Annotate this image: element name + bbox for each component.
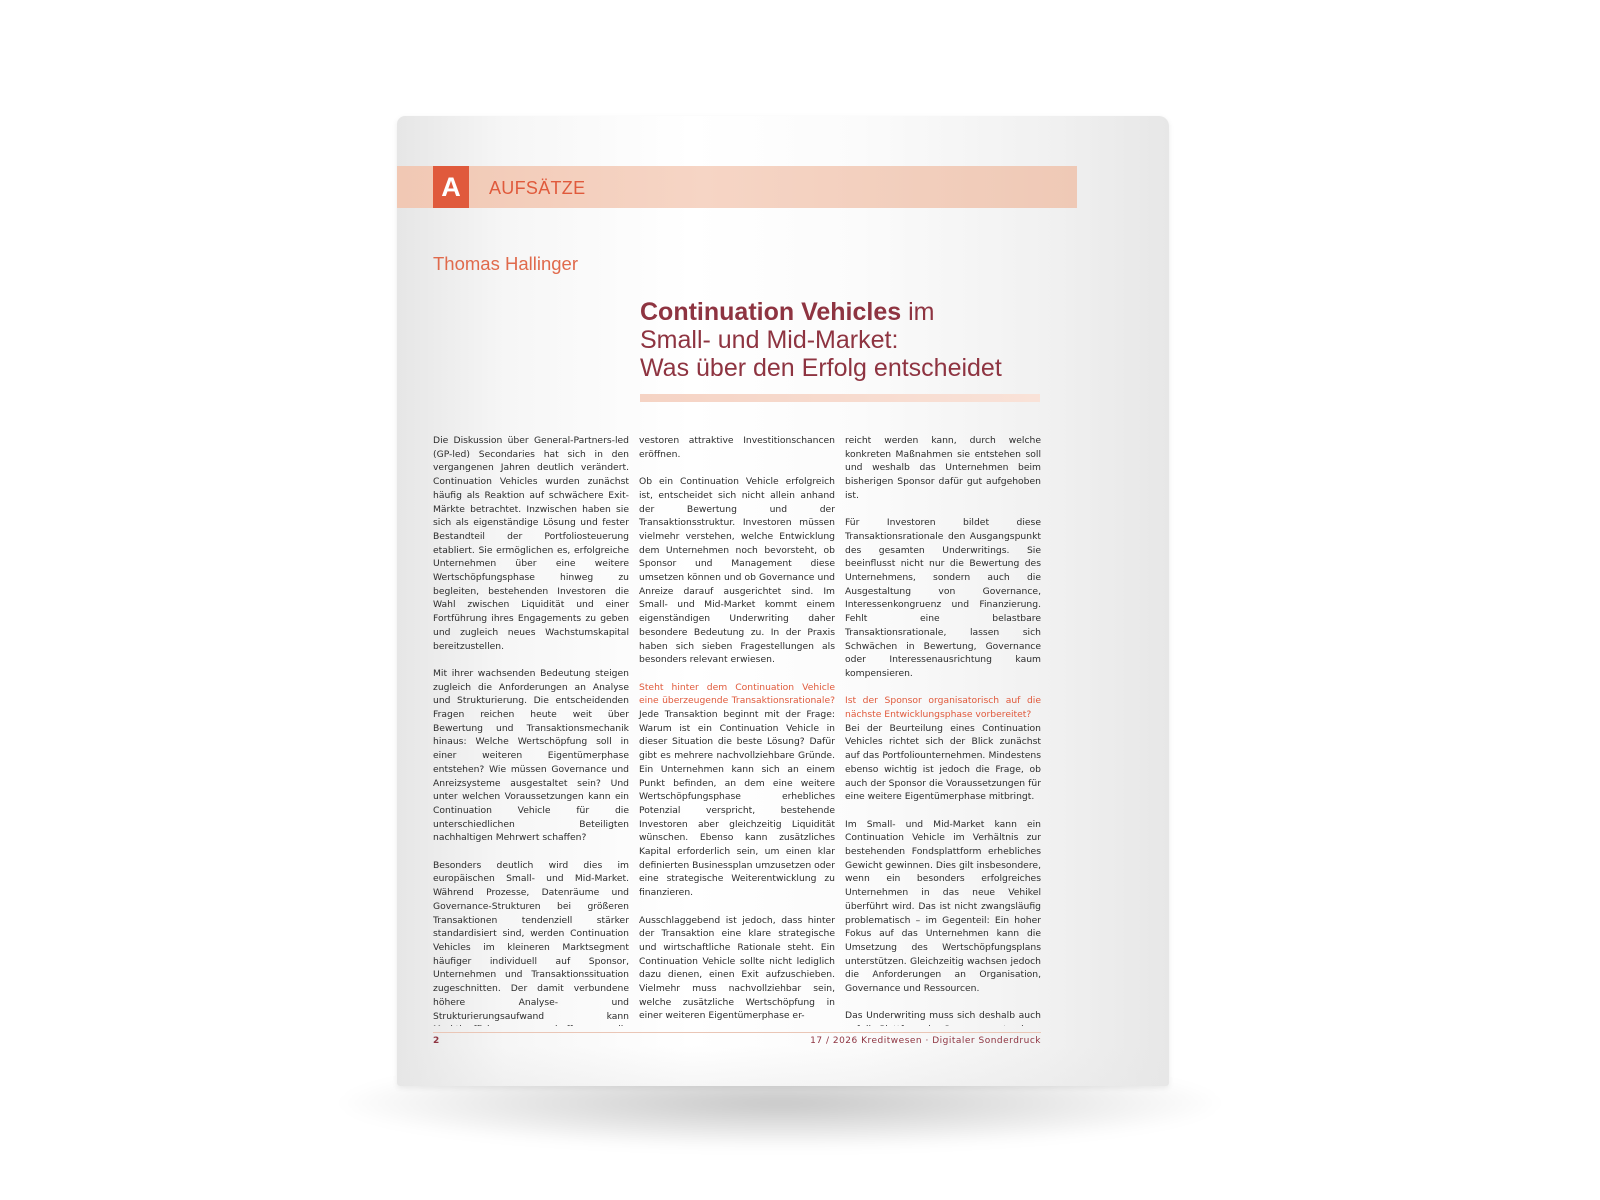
paragraph-with-heading: [845, 694, 1041, 721]
title-rest-part: im: [901, 298, 935, 326]
page-number: 2: [433, 1036, 440, 1046]
section-title: AUFSÄTZE: [489, 178, 586, 198]
paragraph: Besonders deutlich wird dies im europäischen Small- und Mid-Market. Während Prozesse, Datenräume und Governance-Strukturen bei größeren Transaktionen tendenziell stärker standardisiert sind, werden Continuation Vehicles im kleineren Marktsegment häufiger individuell auf Sponsor, Unternehmen und Transaktionssituation zugeschnitten. Der damit verbundene höhere Analyse- und Strukturierungsaufwand kann: [433, 859, 629, 1022]
paragraph: Ob ein Continuation Vehicle erfolgreich ist, entscheidet sich nicht allein anhand der Bewertung und der Transaktionsstruktur. Investoren müssen vielmehr verstehen, welche Entwicklung dem Unternehmen noch bevorsteht, ob Sponsor und Management diese umsetzen können und ob Governance und Anreize darauf ausgerichtet sind. Im Small- und Mid-Market kommt einem eigenständigen Underwriting daher besondere Bedeutung zu. In der Praxis haben sich sieben Fragestellungen als besonders relevant erwiesen.: [639, 476, 835, 666]
text-column-3: [845, 434, 1041, 1026]
paragraph: Für Investoren bildet diese Transaktionsrationale den Ausgangspunkt des gesamten Underwritings. Sie beeinflusst nicht nur die Bewertung des Unternehmens, sondern auch die Ausgestaltung von Governance, Interessenkongruenz und Finanzierung. Fehlt eine belastbare Transaktionsrationale, lassen sich Schwächen in Bewertung, Governance oder Interessenausrichtung kaum kompensieren.: [845, 517, 1041, 679]
paragraph: Ausschlaggebend ist jedoch, dass hinter der Transaktion eine klare strategische und wirtschaftliche Rationale steht. Ein Continuation Vehicle sollte nicht lediglich dazu dienen, einen Exit aufzuschieben. Vielmehr muss nachvollziehbar sein, welche zusätzliche Wertschöpfung in einer weiteren Eigentümerphase er-: [639, 914, 835, 1022]
title-line-3: Was über den Erfolg entscheidet: [640, 354, 1002, 382]
author-name: Thomas Hallinger: [433, 253, 578, 274]
article-body: [433, 434, 1041, 1026]
paragraph: Das Underwriting muss sich deshalb auch: [845, 1010, 1041, 1022]
publication-info: 17 / 2026 Kreditwesen · Digitaler Sonderdruck: [810, 1036, 1041, 1046]
paragraph: Mit ihrer wachsenden Bedeutung steigen zugleich die Anforderungen an Analyse und Strukturierung. Die entscheidenden Fragen reichen heute weit über Bewertung und Transaktionsmechanik hinaus: Welche Wertschöpfung soll in einer weiteren Eigentümerphase entstehen? Wie müssen Governance und Anreizsysteme ausgestaltet sein? Und unter welchen Voraussetzungen kann ein Continuation Vehicle für die unterschiedlichen Beteiligten nachhaltigen Mehrwert schaffen?: [433, 667, 629, 844]
document-page: [397, 116, 1169, 1086]
paragraph-with-heading: [639, 681, 835, 900]
title-line-2: Small- und Mid-Market:: [640, 326, 899, 354]
paragraph: vestoren attraktive Investitionschancen eröffnen.: [639, 435, 835, 460]
title-line-1: [640, 298, 1060, 326]
title-underline: [640, 394, 1040, 402]
text-column-1: [433, 434, 629, 1026]
paragraph: reicht werden kann, durch welche konkreten Maßnahmen sie entstehen soll und weshalb das Unternehmen beim bisherigen Sponsor dafür gut aufgehoben ist.: [845, 435, 1041, 501]
text-column-2: [639, 434, 835, 1026]
subheading: Steht hinter dem Continuation Vehicle eine überzeugende Transaktionsrationale?: [639, 681, 835, 707]
footer-divider: [433, 1032, 1041, 1033]
section-header-band: [397, 166, 1077, 208]
paragraph: Im Small- und Mid-Market kann ein Continuation Vehicle im Verhältnis zur bestehenden Fondsplattform erhebliches Gewicht gewinnen. Dies gilt insbesondere, wenn ein besonders erfolgreiches Unternehmen in das neue Vehikel überführt wird. Das ist nicht zwangsläufig problematisch – im Gegenteil: Ein hoher Fokus auf das Unternehmen kann die Umsetzung des Wertschöpfungsplans unterstützen. Gleichzeitig wachsen jedoch die Anforderungen an Organisation, Governance und Ressourcen.: [845, 818, 1041, 995]
title-bold-part: Continuation Vehicles: [640, 298, 902, 326]
article-title: [640, 298, 1060, 382]
section-letter-badge: A: [433, 166, 469, 208]
subheading: Ist der Sponsor organisatorisch auf die nächste Entwicklungsphase vorbereitet?: [845, 695, 1041, 721]
paragraph: Bei der Beurteilung eines Continuation Vehicles richtet sich der Blick zunächst auf das Portfoliounternehmen. Mindestens ebenso wichtig ist jedoch die Frage, ob auch der Sponsor die Voraussetzungen für eine weitere Eigentümerphase mitbringt.: [845, 722, 1041, 803]
paragraph-text: Jede Transaktion beginnt mit der Frage: Warum ist ein Continuation Vehicle in dieser Situation die beste Lösung? Dafür gibt es mehrere nachvollziehbare Gründe. Ein Unternehmen kann sich an einem Punkt befinden, an dem eine weitere Wertschöpfungsphase erhebliches Potenzial verspricht, bestehende Investoren aber gleichzeitig Liquidität wünschen. Ebenso kann zusätzliches Kapital erforderlich sein, um einen klar definierten Businessplan umzusetzen oder eine strategische Weiterentwicklung zu finanzieren.: [639, 709, 835, 899]
paragraph: Die Diskussion über General-Partners-led (GP-led) Secondaries hat sich in den vergangenen Jahren deutlich verändert. Continuation Vehicles wurden zunächst häufig als Reaktion auf schwächere Exit-Märkte betrachtet. Inzwischen haben sie sich als eigenständige Lösung und fester Bestandteil der Portfoliosteuerung etabliert. Sie ermöglichen es, erfolgreiche Unternehmen über eine weitere Wertschöpfungsphase hinweg zu begleiten, bestehenden Investoren die Wahl zwischen Liquidität und einer Fortführung ihres Engagements zu geben und zugleich neues Wachstumskapital bereitzustellen.: [433, 435, 629, 652]
